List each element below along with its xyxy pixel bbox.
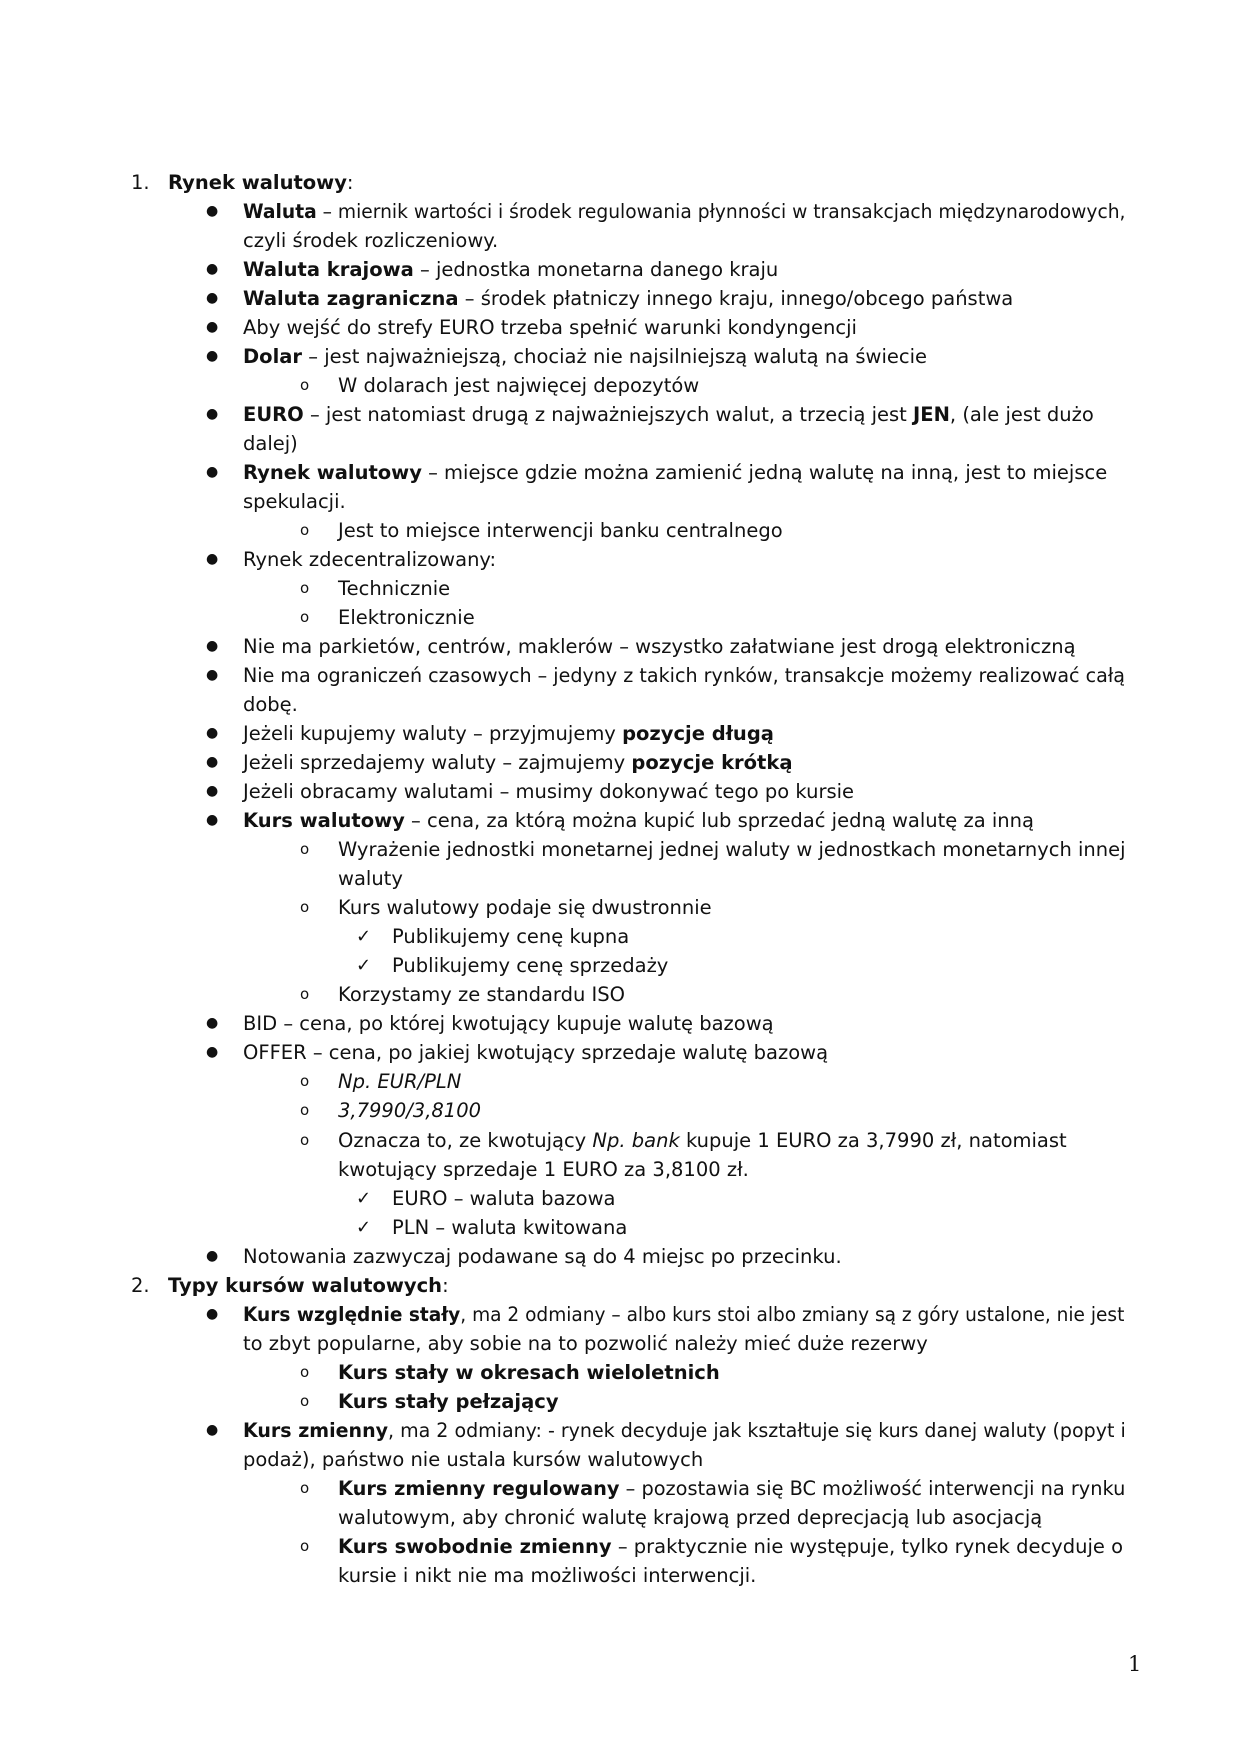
list-item: Rynek zdecentralizowany:: [243, 548, 497, 571]
list-item: BID – cena, po której kwotujący kupuje walutę bazową: [243, 1012, 774, 1035]
bullet-icon: ●: [206, 464, 219, 480]
bullet-icon: ●: [206, 551, 219, 567]
sub-list-item: W dolarach jest najwięcej depozytów: [338, 374, 700, 397]
item-text: – miejsce gdzie można zamienić jedną walutę na inną, jest to miejsce: [421, 461, 1108, 484]
sub-list-item: Kurs walutowy podaje się dwustronnie: [338, 896, 712, 919]
item-text: – miernik wartości i środek regulowania płynności w transakcjach międzynarodowych,: [316, 200, 1126, 223]
bullet-icon: ●: [206, 783, 219, 799]
example-text: Np. EUR/PLN: [338, 1070, 462, 1093]
item-text: Oznacza to, ze kwotujący: [338, 1129, 593, 1152]
checkmark-icon: ✓: [356, 1188, 372, 1209]
list-item-continuation: czyli środek rozliczeniowy.: [243, 229, 499, 252]
list-item: [243, 255, 778, 284]
sub-bullet-icon: o: [300, 376, 310, 394]
section-number: 2.: [131, 1274, 150, 1297]
term: pozycje krótką: [631, 751, 793, 774]
check-item: Publikujemy cenę sprzedaży: [392, 954, 669, 977]
item-text: , ma 2 odmiany: - rynek decyduje jak kształtuje się kurs danej waluty (popyt i: [388, 1419, 1126, 1442]
term: Dolar: [243, 345, 303, 368]
sub-bullet-icon: o: [300, 1479, 310, 1497]
bullet-icon: ●: [206, 725, 219, 741]
item-text: , (ale jest dużo: [949, 403, 1094, 426]
sub-bullet-icon: o: [300, 521, 310, 539]
term: Kurs swobodnie zmienny: [338, 1535, 612, 1558]
list-item: [243, 284, 1013, 313]
term: EURO: [243, 403, 304, 426]
checkmark-icon: ✓: [356, 1217, 372, 1238]
list-item-continuation: spekulacji.: [243, 490, 346, 513]
item-text: , ma 2 odmiany – albo kurs stoi albo zmiany są z góry ustalone, nie jest: [460, 1303, 1125, 1326]
check-item: Publikujemy cenę kupna: [392, 925, 630, 948]
bullet-icon: ●: [206, 1306, 219, 1322]
sub-bullet-icon: o: [300, 1072, 310, 1090]
colon: :: [442, 1274, 449, 1297]
sub-bullet-icon: o: [300, 1392, 310, 1410]
section-title: Rynek walutowy: [168, 171, 347, 194]
item-text: kupuje 1 EURO za 3,7990 zł, natomiast: [679, 1129, 1067, 1152]
page-number: 1: [1128, 1652, 1142, 1676]
list-item-continuation: to zbyt popularne, aby sobie na to pozwolić należy mieć duże rezerwy: [243, 1332, 928, 1355]
example-text: Np. bank: [592, 1129, 680, 1152]
bullet-icon: ●: [206, 667, 219, 683]
item-text: – pozostawia się BC możliwość interwencji na rynku: [619, 1477, 1126, 1500]
list-item: Nie ma ograniczeń czasowych – jedyny z takich rynków, transakcje możemy realizować całą: [243, 664, 1125, 687]
sub-list-item: Wyrażenie jednostki monetarnej jednej waluty w jednostkach monetarnych innej: [338, 838, 1126, 861]
sub-list-item: [338, 1532, 1123, 1561]
check-item: PLN – waluta kwitowana: [392, 1216, 628, 1239]
list-item: [243, 400, 1094, 429]
sub-list-item-continuation: kwotujący sprzedaje 1 EURO za 3,8100 zł.: [338, 1158, 749, 1181]
sub-bullet-icon: o: [300, 1101, 310, 1119]
sub-bullet-icon: o: [300, 840, 310, 858]
sub-list-item: [338, 1126, 1067, 1155]
bullet-icon: ●: [206, 261, 219, 277]
bullet-icon: ●: [206, 203, 219, 219]
list-item: Aby wejść do strefy EURO trzeba spełnić warunki kondyngencji: [243, 316, 857, 339]
list-item: [243, 342, 927, 371]
list-item: Nie ma parkietów, centrów, maklerów – wszystko załatwiane jest drogą elektroniczną: [243, 635, 1076, 658]
item-text: Jeżeli kupujemy waluty – przyjmujemy: [243, 722, 623, 745]
sub-list-item: [338, 1067, 461, 1096]
sub-bullet-icon: o: [300, 985, 310, 1003]
item-text: – jest natomiast drugą z najważniejszych walut, a trzecią jest: [303, 403, 914, 426]
bullet-icon: ●: [206, 754, 219, 770]
list-item: [243, 806, 1034, 835]
sub-list-item-continuation: waluty: [338, 867, 403, 890]
sub-bullet-icon: o: [300, 898, 310, 916]
bullet-icon: ●: [206, 1422, 219, 1438]
item-text: – jednostka monetarna danego kraju: [413, 258, 779, 281]
sub-list-item: [338, 1358, 720, 1387]
section-title: Typy kursów walutowych: [168, 1274, 443, 1297]
list-item: OFFER – cena, po jakiej kwotujący sprzedaje walutę bazową: [243, 1041, 829, 1064]
sub-list-item: [338, 1474, 1125, 1503]
item-text: – jest najważniejszą, chociaż nie najsilniejszą walutą na świecie: [302, 345, 927, 368]
sub-list-item: [338, 1096, 481, 1125]
sub-bullet-icon: o: [300, 608, 310, 626]
term: Kurs zmienny regulowany: [338, 1477, 620, 1500]
sub-bullet-icon: o: [300, 1537, 310, 1555]
term: Kurs stały pełzający: [338, 1390, 559, 1413]
list-item-continuation: dalej): [243, 432, 298, 455]
sub-bullet-icon: o: [300, 1363, 310, 1381]
item-text: – praktycznie nie występuje, tylko rynek decyduje o: [611, 1535, 1124, 1558]
term: JEN: [913, 403, 950, 426]
sub-list-item: Korzystamy ze standardu ISO: [338, 983, 625, 1006]
check-item: EURO – waluta bazowa: [392, 1187, 616, 1210]
bullet-icon: ●: [206, 1015, 219, 1031]
section-number: 1.: [131, 171, 150, 194]
list-item: [243, 458, 1107, 487]
bullet-icon: ●: [206, 348, 219, 364]
sub-list-item: Jest to miejsce interwencji banku centralnego: [338, 519, 783, 542]
term: Kurs walutowy: [243, 809, 405, 832]
item-text: Jeżeli sprzedajemy waluty – zajmujemy: [243, 751, 632, 774]
list-item: [243, 719, 774, 748]
list-item-continuation: dobę.: [243, 693, 298, 716]
term: Waluta: [243, 200, 317, 223]
bullet-icon: ●: [206, 290, 219, 306]
sub-bullet-icon: o: [300, 1131, 310, 1149]
bullet-icon: ●: [206, 1044, 219, 1060]
term: Rynek walutowy: [243, 461, 422, 484]
sub-list-item-continuation: walutowym, aby chronić walutę krajową przed deprecjacją lub asocjacją: [338, 1506, 1043, 1529]
list-item: Jeżeli obracamy walutami – musimy dokonywać tego po kursie: [243, 780, 855, 803]
list-item: Notowania zazwyczaj podawane są do 4 miejsc po przecinku.: [243, 1245, 842, 1268]
bullet-icon: ●: [206, 1248, 219, 1264]
checkmark-icon: ✓: [356, 926, 372, 947]
example-text: 3,7990/3,8100: [338, 1099, 482, 1122]
list-item: [243, 1300, 1124, 1329]
checkmark-icon: ✓: [356, 955, 372, 976]
bullet-icon: ●: [206, 638, 219, 654]
list-item: [243, 197, 1125, 226]
list-item-continuation: podaż), państwo nie ustala kursów walutowych: [243, 1448, 704, 1471]
bullet-icon: ●: [206, 406, 219, 422]
term: Kurs stały w okresach wieloletnich: [338, 1361, 720, 1384]
item-text: – cena, za którą można kupić lub sprzedać jedną walutę za inną: [404, 809, 1034, 832]
term: Kurs zmienny: [243, 1419, 389, 1442]
bullet-icon: ●: [206, 812, 219, 828]
sub-list-item: Elektronicznie: [338, 606, 475, 629]
sub-list-item-continuation: kursie i nikt nie ma możliwości interwencji.: [338, 1564, 757, 1587]
term: pozycje długą: [622, 722, 774, 745]
list-item: [243, 748, 793, 777]
list-item: [243, 1416, 1126, 1445]
term: Waluta zagraniczna: [243, 287, 459, 310]
item-text: – środek płatniczy innego kraju, innego/obcego państwa: [458, 287, 1014, 310]
section-heading: [168, 1271, 449, 1300]
sub-bullet-icon: o: [300, 579, 310, 597]
sub-list-item: [338, 1387, 559, 1416]
colon: :: [346, 171, 354, 194]
term: Waluta krajowa: [243, 258, 414, 281]
term: Kurs względnie stały: [243, 1303, 461, 1326]
sub-list-item: Technicznie: [338, 577, 451, 600]
bullet-icon: ●: [206, 319, 219, 335]
section-heading: [168, 168, 353, 197]
